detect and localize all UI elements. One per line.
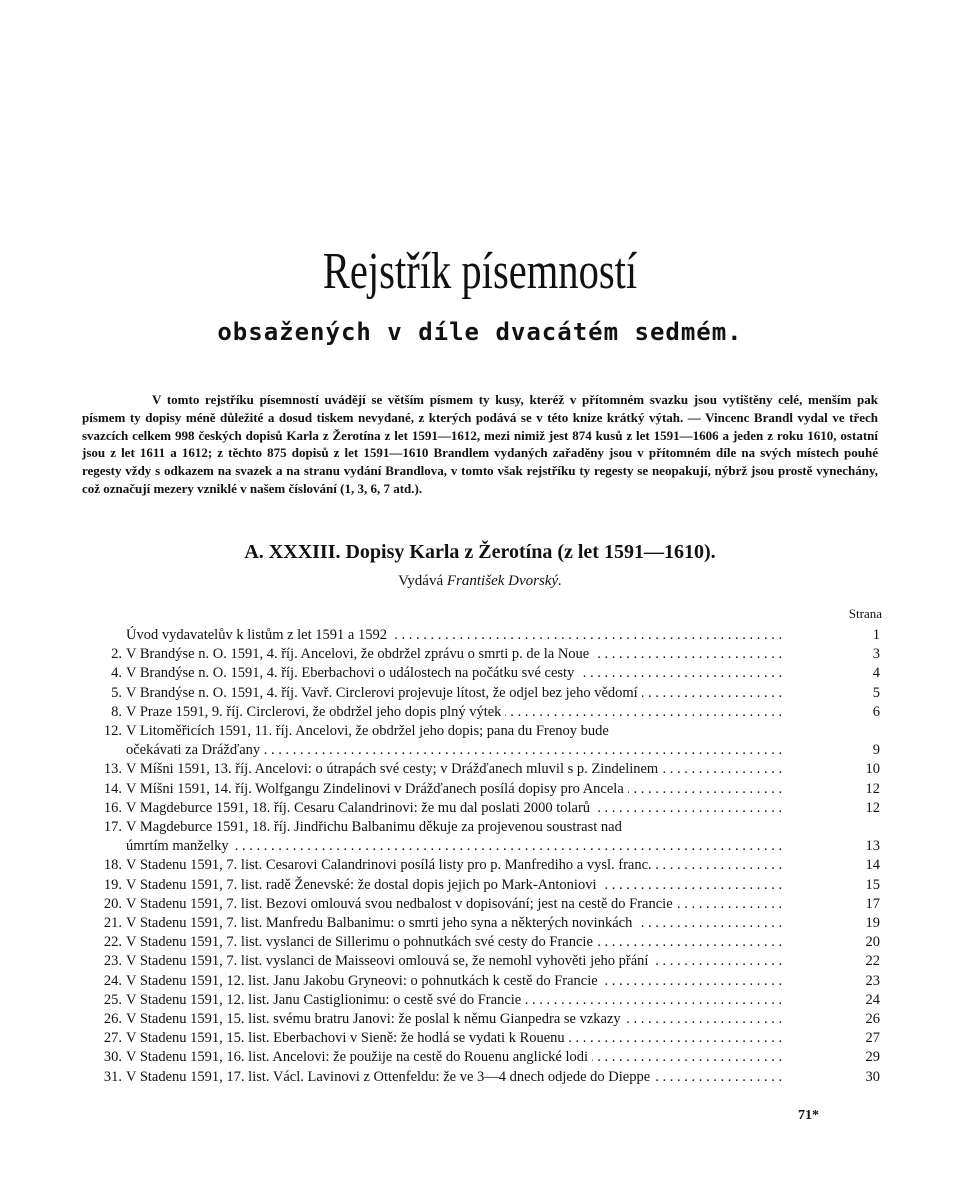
entry-page: 14: [865, 857, 880, 874]
page-subtitle: obsažených v díle dvacátém sedmém.: [217, 318, 743, 346]
entry-text: V Stadenu 1591, 15. list. Eberbachovi v Sieně: že hodlá se vydati k Rouenu: [126, 1030, 569, 1046]
entry-page: 19: [865, 915, 880, 932]
entry-number: 13.: [103, 761, 122, 778]
entry-text: V Stadenu 1591, 7. list. vyslanci de Maisseovi omlouvá se, že nemohl vyhověti jeho přání: [126, 953, 652, 969]
toc-entry: [82, 645, 880, 664]
entry-text: V Stadenu 1591, 7. list. Cesarovi Calandrinovi posílá listy pro p. Manfrediho a vysl. franc.: [126, 857, 656, 873]
editor-name: František Dvorský.: [446, 573, 562, 589]
toc-entry: [82, 856, 880, 875]
entry-text: V Stadenu 1591, 7. list. vyslanci de Sillerimu o pohnutkách své cesty do Francie: [126, 934, 597, 950]
entry-page: 5: [872, 684, 880, 701]
editor-line: [0, 573, 960, 590]
entry-number: 4.: [111, 665, 122, 682]
toc-entry: [82, 664, 880, 683]
toc-entry-continuation: [82, 741, 880, 760]
entry-text: Úvod vydavatelův k listům z let 1591 a 1592: [126, 627, 391, 643]
entry-page: 10: [865, 761, 880, 778]
entry-text: V Brandýse n. O. 1591, 4. říj. Vavř. Circlerovi projevuje lítost, že odjel bez jeho vědomí: [126, 685, 642, 701]
entry-number: 12.: [103, 723, 122, 740]
toc-entry: [82, 780, 880, 799]
entry-page: 12: [865, 780, 880, 797]
entry-number: 21.: [103, 915, 122, 932]
toc-entry: [82, 818, 880, 837]
entry-number: 22.: [103, 934, 122, 951]
toc-entry: [82, 895, 880, 914]
page-title: Rejstřík písemností: [322, 243, 638, 300]
entry-text: V Míšni 1591, 14. říj. Wolfgangu Zindelinovi v Drážďanech posílá dopisy pro Ancela: [126, 781, 628, 797]
entry-number: 14.: [103, 780, 122, 797]
entry-page: 4: [872, 665, 880, 682]
entry-number: 25.: [103, 991, 122, 1008]
toc-entry: [82, 1029, 880, 1048]
entry-page: 9: [872, 742, 880, 759]
entry-text: V Brandýse n. O. 1591, 4. říj. Eberbachovi o událostech na počátku své cesty: [126, 665, 578, 681]
entry-page: 29: [865, 1049, 880, 1066]
entry-number: 27.: [103, 1030, 122, 1047]
entry-number: 18.: [103, 857, 122, 874]
page-column-header: Strana: [848, 606, 882, 621]
entry-number: 17.: [103, 819, 122, 836]
toc-entry: [82, 626, 880, 645]
entry-text-continuation: úmrtím manželky: [126, 838, 233, 854]
entry-page: 27: [865, 1030, 880, 1047]
entry-text: V Stadenu 1591, 12. list. Janu Castiglionimu: o cestě své do Francie: [126, 992, 525, 1008]
entry-page: 1: [872, 627, 880, 643]
entry-text: V Brandýse n. O. 1591, 4. říj. Ancelovi, že obdržel zprávu o smrti p. de la Noue: [126, 646, 593, 662]
entry-page: 24: [865, 991, 880, 1008]
toc-entry: [82, 1010, 880, 1029]
entry-number: 16.: [103, 799, 122, 816]
entry-page: 6: [872, 703, 880, 720]
toc-entry: [82, 799, 880, 818]
entry-text: V Stadenu 1591, 12. list. Janu Jakobu Gryneovi: o pohnutkách k cestě do Francie: [126, 973, 602, 989]
toc-entry: [82, 760, 880, 779]
entry-text: V Praze 1591, 9. říj. Circlerovi, že obdržel jeho dopis plný výtek: [126, 704, 505, 720]
toc-entry: [82, 1048, 880, 1067]
entry-number: 20.: [103, 895, 122, 912]
entry-number: 24.: [103, 972, 122, 989]
entry-number: 8.: [111, 703, 122, 720]
toc-entry: [82, 722, 880, 741]
toc-entry-continuation: [82, 837, 880, 856]
entry-number: 30.: [103, 1049, 122, 1066]
entry-text: V Stadenu 1591, 17. list. Václ. Lavinovi z Ottenfeldu: že ve 3—4 dnech odjede do Dieppe: [126, 1069, 654, 1085]
entry-text: V Magdeburce 1591, 18. říj. Jindřichu Balbanimu děkuje za projevenou soustrast nad: [126, 819, 622, 836]
toc-entry: [82, 972, 880, 991]
table-of-contents: [82, 626, 880, 1087]
entry-page: 22: [865, 953, 880, 970]
intro-paragraph: [82, 391, 878, 498]
entry-text: V Stadenu 1591, 16. list. Ancelovi: že použije na cestě do Rouenu anglické lodi: [126, 1049, 592, 1065]
entry-number: 23.: [103, 953, 122, 970]
entry-number: 31.: [103, 1068, 122, 1085]
toc-entry: [82, 952, 880, 971]
entry-text-continuation: očekávati za Drážďany: [126, 742, 264, 758]
entry-text: V Magdeburce 1591, 18. říj. Cesaru Calandrinovi: že mu dal poslati 2000 tolarů: [126, 800, 594, 816]
entry-number: 19.: [103, 876, 122, 893]
entry-text: V Litoměřicích 1591, 11. říj. Ancelovi, že obdržel jeho dopis; pana du Frenoy bude: [126, 723, 609, 740]
toc-entry: [82, 1068, 880, 1087]
entry-text: V Stadenu 1591, 7. list. Manfredu Balbanimu: o smrti jeho syna a některých novinkách: [126, 915, 636, 931]
entry-text: V Stadenu 1591, 7. list. Bezovi omlouvá svou nedbalost v dopisování; jest na cestě do Francie: [126, 896, 677, 912]
entry-text: V Míšni 1591, 13. říj. Ancelovi: o útrapách své cesty; v Drážďanech mluvil s p. Zindelinem: [126, 761, 662, 777]
entry-number: 2.: [111, 646, 122, 663]
entry-page: 12: [865, 799, 880, 816]
editor-prefix: Vydává: [398, 573, 444, 589]
entry-page: 20: [865, 934, 880, 951]
toc-entry: [82, 684, 880, 703]
entry-page: 26: [865, 1011, 880, 1028]
entry-number: 26.: [103, 1011, 122, 1028]
entry-page: 13: [865, 838, 880, 855]
entry-page: 17: [865, 895, 880, 912]
intro-text: V tomto rejstříku písemností uvádějí se větším písmem ty kusy, kteréž v přítomném svazku jsou vytištěny celé, menším pak písmem ty dopisy méně důležité a dosud tiskem nevydané, z kterých podává se v této knize krátký výtah. — Vincenc Brandl vydal ve třech svazcích celkem 998 českých dopisů Karla z Žerotína z let 1591—1612, mezi nimiž jest 874 kusů z let 1591—1606 a jeden z roku 1610, ostatní jsou z let 1611 a 1612; z těchto 875 dopisů z let 1591—1610 Brandlem vydaných zařaděny jsou v přítomném díle na svých místech pouhé regesty vždy s odkazem na svazek a na stranu vydání Brandlova, v tomto však rejstříku ty regesty se neopakují, nýbrž jsou prostě vynechány, což označují mezery vzniklé v našem číslování (1, 3, 6, 7 atd.).: [82, 392, 878, 496]
toc-entry: [82, 914, 880, 933]
section-title: A. XXXIII. Dopisy Karla z Žerotína (z let 1591—1610).: [244, 541, 716, 563]
entry-page: 3: [872, 646, 880, 663]
entry-text: V Stadenu 1591, 7. list. radě Ženevské: že dostal dopis jejich po Mark-Antoniovi: [126, 877, 601, 893]
toc-entry: [82, 876, 880, 895]
entry-number: 5.: [111, 684, 122, 701]
toc-entry: [82, 703, 880, 722]
entry-page: 15: [865, 876, 880, 893]
sheet-signature: 71*: [798, 1108, 819, 1123]
entry-page: 30: [865, 1068, 880, 1085]
entry-text: V Stadenu 1591, 15. list. svému bratru Janovi: že poslal k němu Gianpedra se vzkazy: [126, 1011, 625, 1027]
toc-entry: [82, 991, 880, 1010]
entry-page: 23: [865, 972, 880, 989]
toc-entry: [82, 933, 880, 952]
